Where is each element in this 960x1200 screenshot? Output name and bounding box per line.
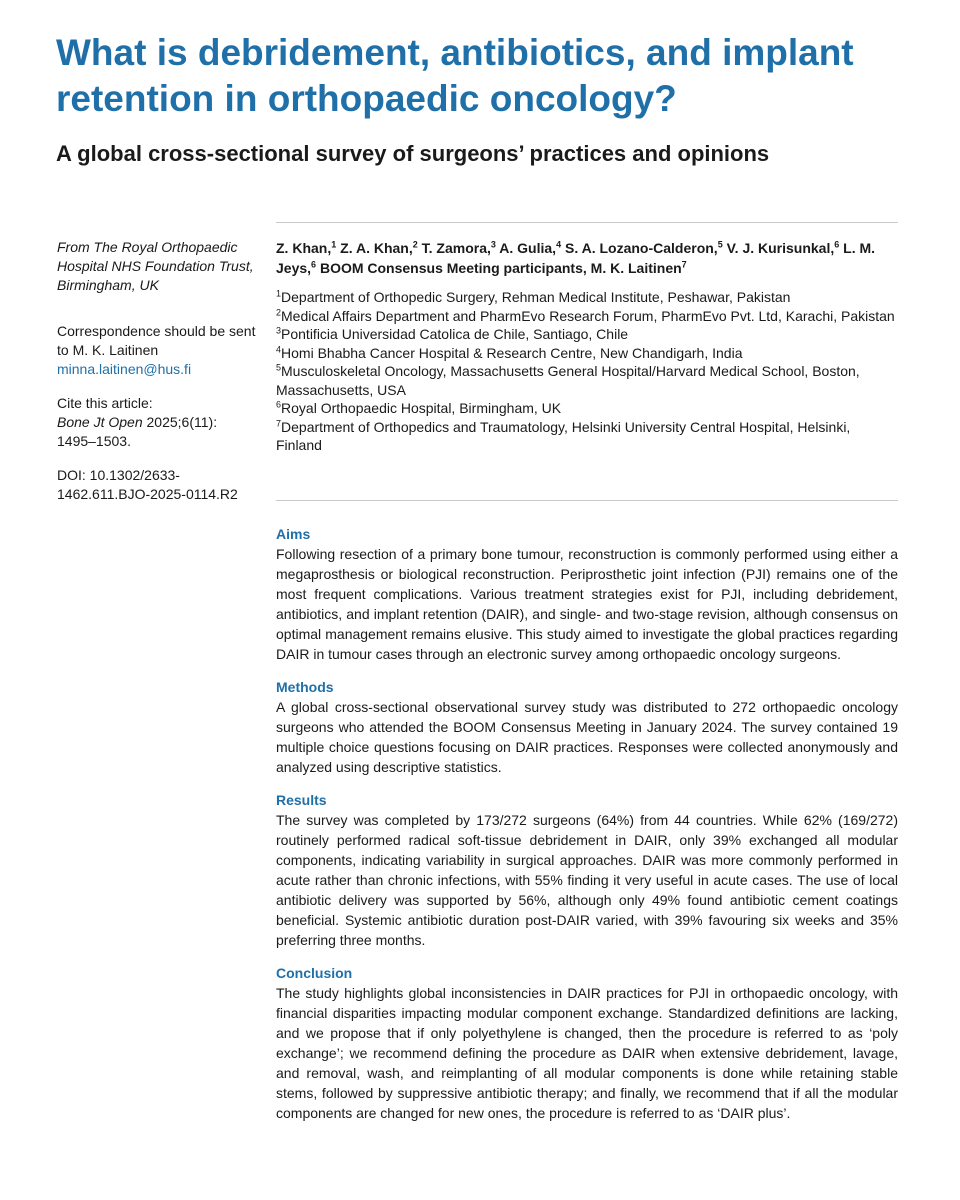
affiliation-number: 7 — [276, 417, 282, 428]
correspondence-text: Correspondence should be sent to M. K. Laitinen — [57, 323, 256, 358]
author-name: Z. A. Khan, — [340, 240, 413, 256]
aims-section — [276, 524, 898, 664]
author-affiliation-number: 5 — [717, 239, 723, 250]
cite-label: Cite this article: — [57, 395, 153, 411]
affiliation-number: 1 — [276, 288, 282, 299]
author-name: L. M. Jeys, — [276, 240, 876, 276]
author-name: BOOM Consensus Meeting participants, M. K. Laitinen — [319, 260, 682, 276]
affiliation-item — [276, 418, 898, 455]
affiliation-text: Medical Affairs Department and PharmEvo Research Forum, PharmEvo Pvt. Ltd, Karachi, Pakistan — [281, 307, 895, 324]
affiliation-item — [276, 307, 898, 326]
author-affiliation-number: 1 — [331, 239, 337, 250]
cite-journal: Bone Jt Open — [57, 414, 143, 430]
author-name: S. A. Lozano-Calderon, — [564, 240, 718, 256]
conclusion-heading: Conclusion — [276, 965, 353, 981]
affiliation-item — [276, 399, 898, 418]
affiliation-number: 5 — [276, 362, 282, 373]
author-name: Z. Khan, — [276, 240, 332, 256]
affiliation-number: 6 — [276, 399, 282, 410]
doi: DOI: 10.1302/2633-1462.611.BJO-2025-0114.R2 — [57, 467, 238, 502]
methods-text: A global cross-sectional observational survey study was distributed to 272 orthopaedic oncology surgeons who attended the BOOM Consensus Meeting in January 2024. The survey contained 19 multiple choice questions focusing on DAIR practices. Responses were collected anonymously and analyzed using descriptive statistics. — [276, 699, 898, 775]
author-affiliation-number: 3 — [490, 239, 496, 250]
affiliation-text: Pontificia Universidad Catolica de Chile, Santiago, Chile — [281, 326, 629, 342]
affiliation-item — [276, 288, 898, 307]
results-text: The survey was completed by 173/272 surgeons (64%) from 44 countries. While 62% (169/272) routinely performed radical soft-tissue debridement in DAIR, only 39% exchanged all modular components, indicating variability in surgical approaches. DAIR was more commonly performed in acute rather than chronic infections, with 55% finding it very useful in acute cases. The use of local antibiotic delivery was supported by 56%, although only 49% found antibiotic cement coatings beneficial. Systemic antibiotic duration post-DAIR varied, with 39% favouring six weeks and 35% preferring three months. — [276, 812, 898, 948]
article-title: What is debridement, antibiotics, and implant retention in orthopaedic oncology? — [56, 32, 854, 119]
correspondence-email-link[interactable]: minna.laitinen@hus.fi — [57, 361, 192, 377]
affiliation-text: Department of Orthopedics and Traumatology, Helsinki University Central Hospital, Helsinki, Finland — [276, 418, 851, 453]
affiliation-number: 3 — [276, 325, 282, 336]
aims-heading: Aims — [276, 526, 311, 542]
affiliation-text: Musculoskeletal Oncology, Massachusetts General Hospital/Harvard Medical School, Boston, Massachusetts, USA — [276, 363, 860, 398]
citation-block — [57, 394, 257, 451]
affiliation-item — [276, 362, 898, 399]
affiliation-text: Department of Orthopedic Surgery, Rehman Medical Institute, Peshawar, Pakistan — [281, 289, 791, 305]
affiliation-item — [276, 325, 898, 344]
methods-section — [276, 677, 898, 777]
author-affiliation-number: 7 — [681, 259, 687, 270]
correspondence-note — [57, 322, 257, 379]
aims-text: Following resection of a primary bone tumour, reconstruction is commonly performed using either a megaprosthesis or biological reconstruction. Periprosthetic joint infection (PJI) remains one of the most frequent complications. Various treatment strategies exist for PJI, including debridement, antibiotics, and implant retention (DAIR), and single- and two-stage revision, although consensus on optimal management remains elusive. This study aimed to investigate the global practices regarding DAIR in tumour cases through an electronic survey among orthopaedic oncology surgeons. — [276, 546, 898, 662]
institution-note: From The Royal Orthopaedic Hospital NHS Foundation Trust, Birmingham, UK — [57, 239, 254, 293]
author-name: A. Gulia, — [499, 240, 557, 256]
divider-top — [276, 222, 898, 223]
author-name: V. J. Kurisunkal, — [726, 240, 835, 256]
results-section — [276, 790, 898, 950]
affiliation-item — [276, 344, 898, 363]
article-subtitle: A global cross-sectional survey of surgeons’ practices and opinions — [56, 141, 770, 166]
conclusion-text: The study highlights global inconsistencies in DAIR practices for PJI in orthopaedic oncology, with financial disparities impacting modular component exchange. Standardized definitions are lacking, and we propose that if only polyethylene is changed, then the procedure is referred to as ‘poly exchange’; we recommend defining the procedure as DAIR when extensive debridement, lavage, and removal, wash, and reimplanting of all modular components is done while retaining stable stems, followed by suppressive antibiotic therapy; and finally, we recommend that if all the modular components are changed for new ones, the procedure is referred to as ‘DAIR plus’. — [276, 985, 898, 1121]
conclusion-section — [276, 963, 898, 1123]
article-sidebar — [57, 238, 257, 519]
results-heading: Results — [276, 792, 327, 808]
author-list — [276, 238, 898, 278]
methods-heading: Methods — [276, 679, 334, 695]
affiliation-text: Royal Orthopaedic Hospital, Birmingham, UK — [281, 400, 562, 416]
affiliation-number: 2 — [276, 306, 282, 317]
author-name: T. Zamora, — [421, 240, 491, 256]
divider-abstract — [276, 500, 898, 501]
affiliation-number: 4 — [276, 343, 282, 354]
affiliation-list — [276, 288, 898, 455]
affiliation-text: Homi Bhabha Cancer Hospital & Research Centre, New Chandigarh, India — [281, 344, 743, 361]
abstract — [276, 524, 898, 1136]
cite-details: 2025;6(11): 1495–1503. — [57, 414, 218, 449]
author-affiliation-number: 4 — [556, 239, 562, 250]
author-affiliation-number: 6 — [834, 239, 840, 250]
author-affiliation-number: 2 — [412, 239, 418, 250]
author-affiliation-number: 6 — [311, 259, 317, 270]
